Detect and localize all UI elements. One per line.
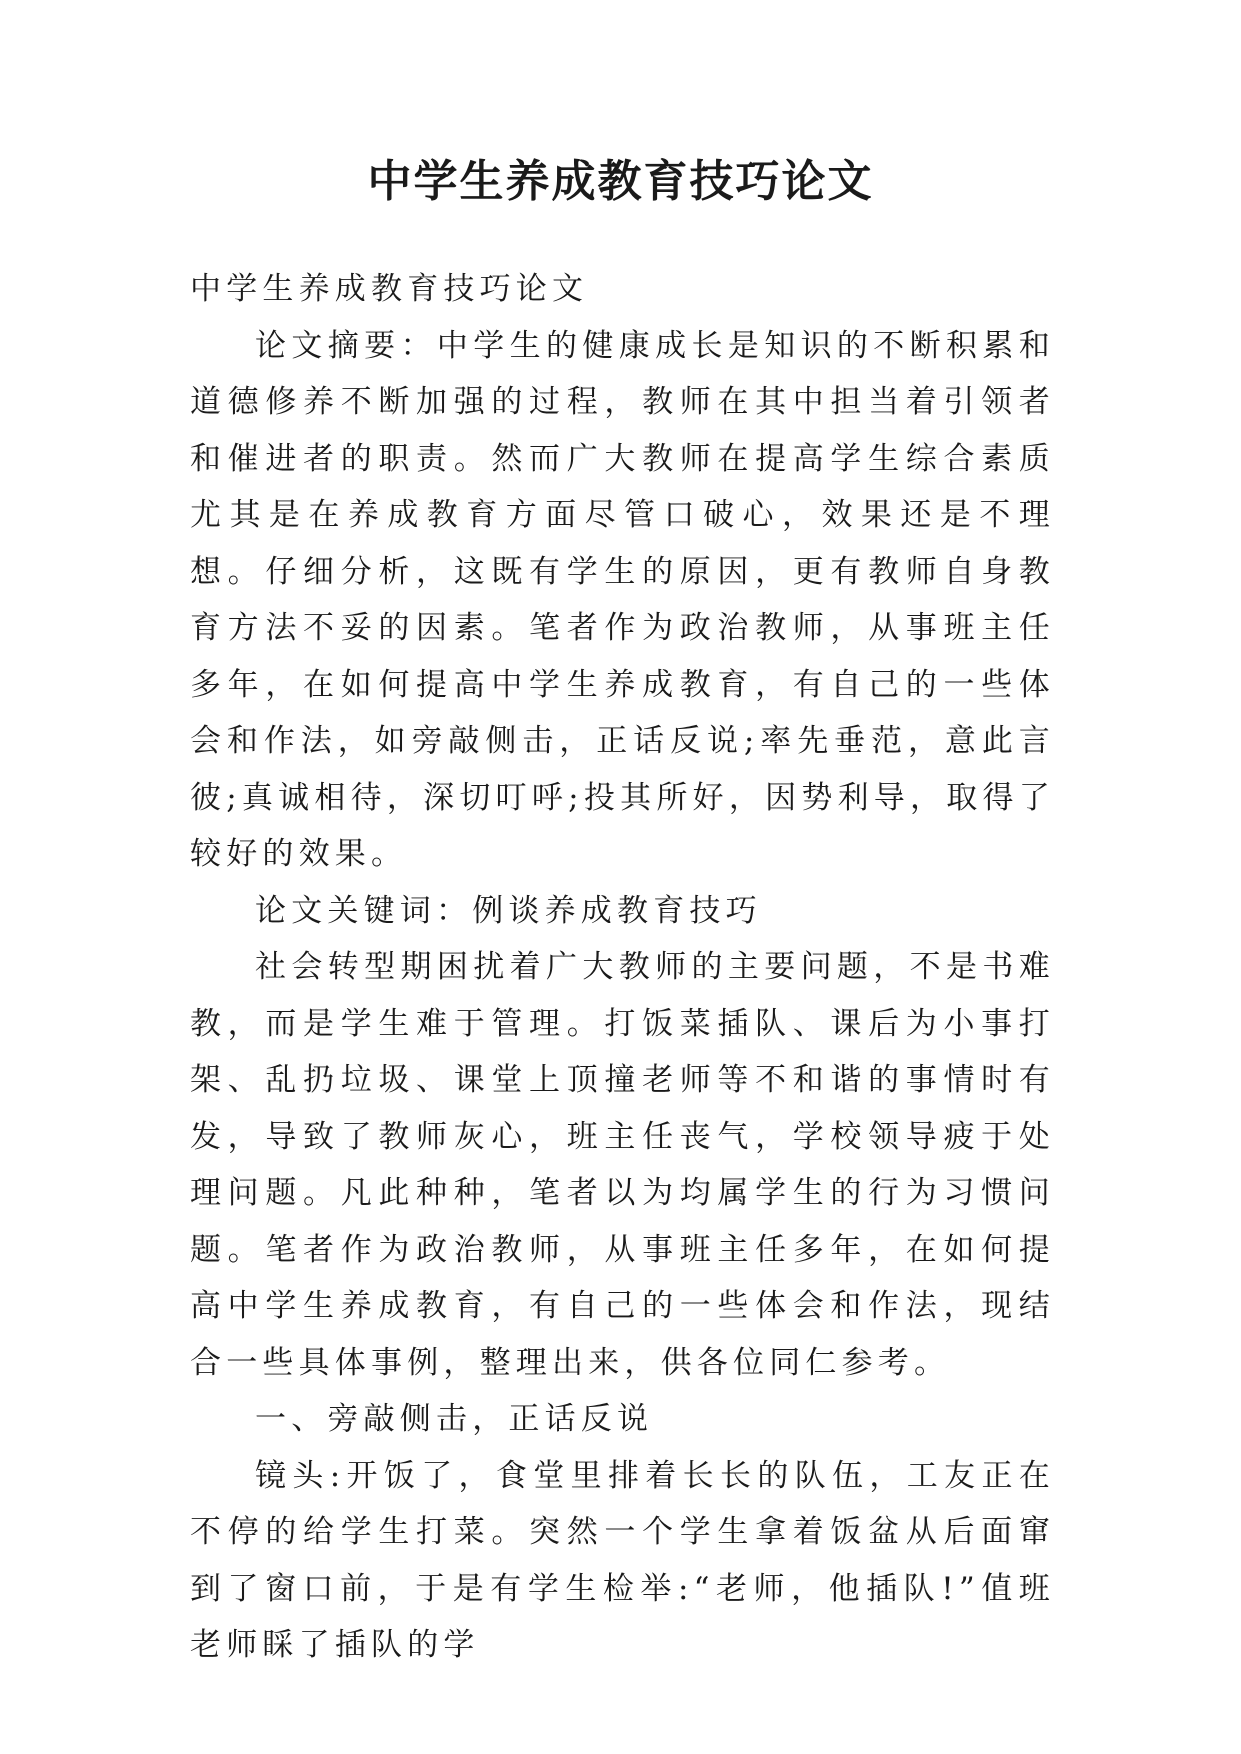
document-title: 中学生养成教育技巧论文 xyxy=(367,156,874,207)
paragraph-keywords: 论文关键词：例谈养成教育技巧 xyxy=(255,892,762,929)
paragraph-introduction: 社会转型期困扰着广大教师的主要问题，不是书难教，而是学生难于管理。打饭菜插队、课后为小事打架、乱扔垃圾、课堂上顶撞老师等不和谐的事情时有发，导致了教师灰心，班主任丧气，学校领导疲于处理问题。凡此种种，笔者以为均属学生的行为习惯问题。笔者作为政治教师，从事班主任多年，在如何提高中学生养成教育，有自己的一些体会和作法，现结合一些具体事例，整理出来，供各位同仁参考。 xyxy=(190,949,1055,1381)
paragraph-abstract: 论文摘要：中学生的健康成长是知识的不断积累和道德修养不断加强的过程，教师在其中担当着引领者和催进者的职责。然而广大教师在提高学生综合素质尤其是在养成教育方面尽管口破心，效果还是不理想。仔细分析，这既有学生的原因，更有教师自身教育方法不妥的因素。笔者作为政治教师，从事班主任多年，在如何提高中学生养成教育，有自己的一些体会和作法，如旁敲侧击，正话反说;率先垂范，意此言彼;真诚相待，深切叮呼;投其所好，因势利导，取得了较好的效果。 xyxy=(190,327,1055,872)
section-heading-1: 一、旁敲侧击，正话反说 xyxy=(255,1401,654,1437)
paragraph-heading: 中学生养成教育技巧论文 xyxy=(190,271,589,307)
document-body xyxy=(190,261,1055,1674)
paragraph-scene: 镜头:开饭了，食堂里排着长长的队伍，工友正在不停的给学生打菜。突然一个学生拿着饭盆从后面窜到了窗口前，于是有学生检举:“老师，他插队!”值班老师睬了插队的学 xyxy=(190,1457,1055,1663)
